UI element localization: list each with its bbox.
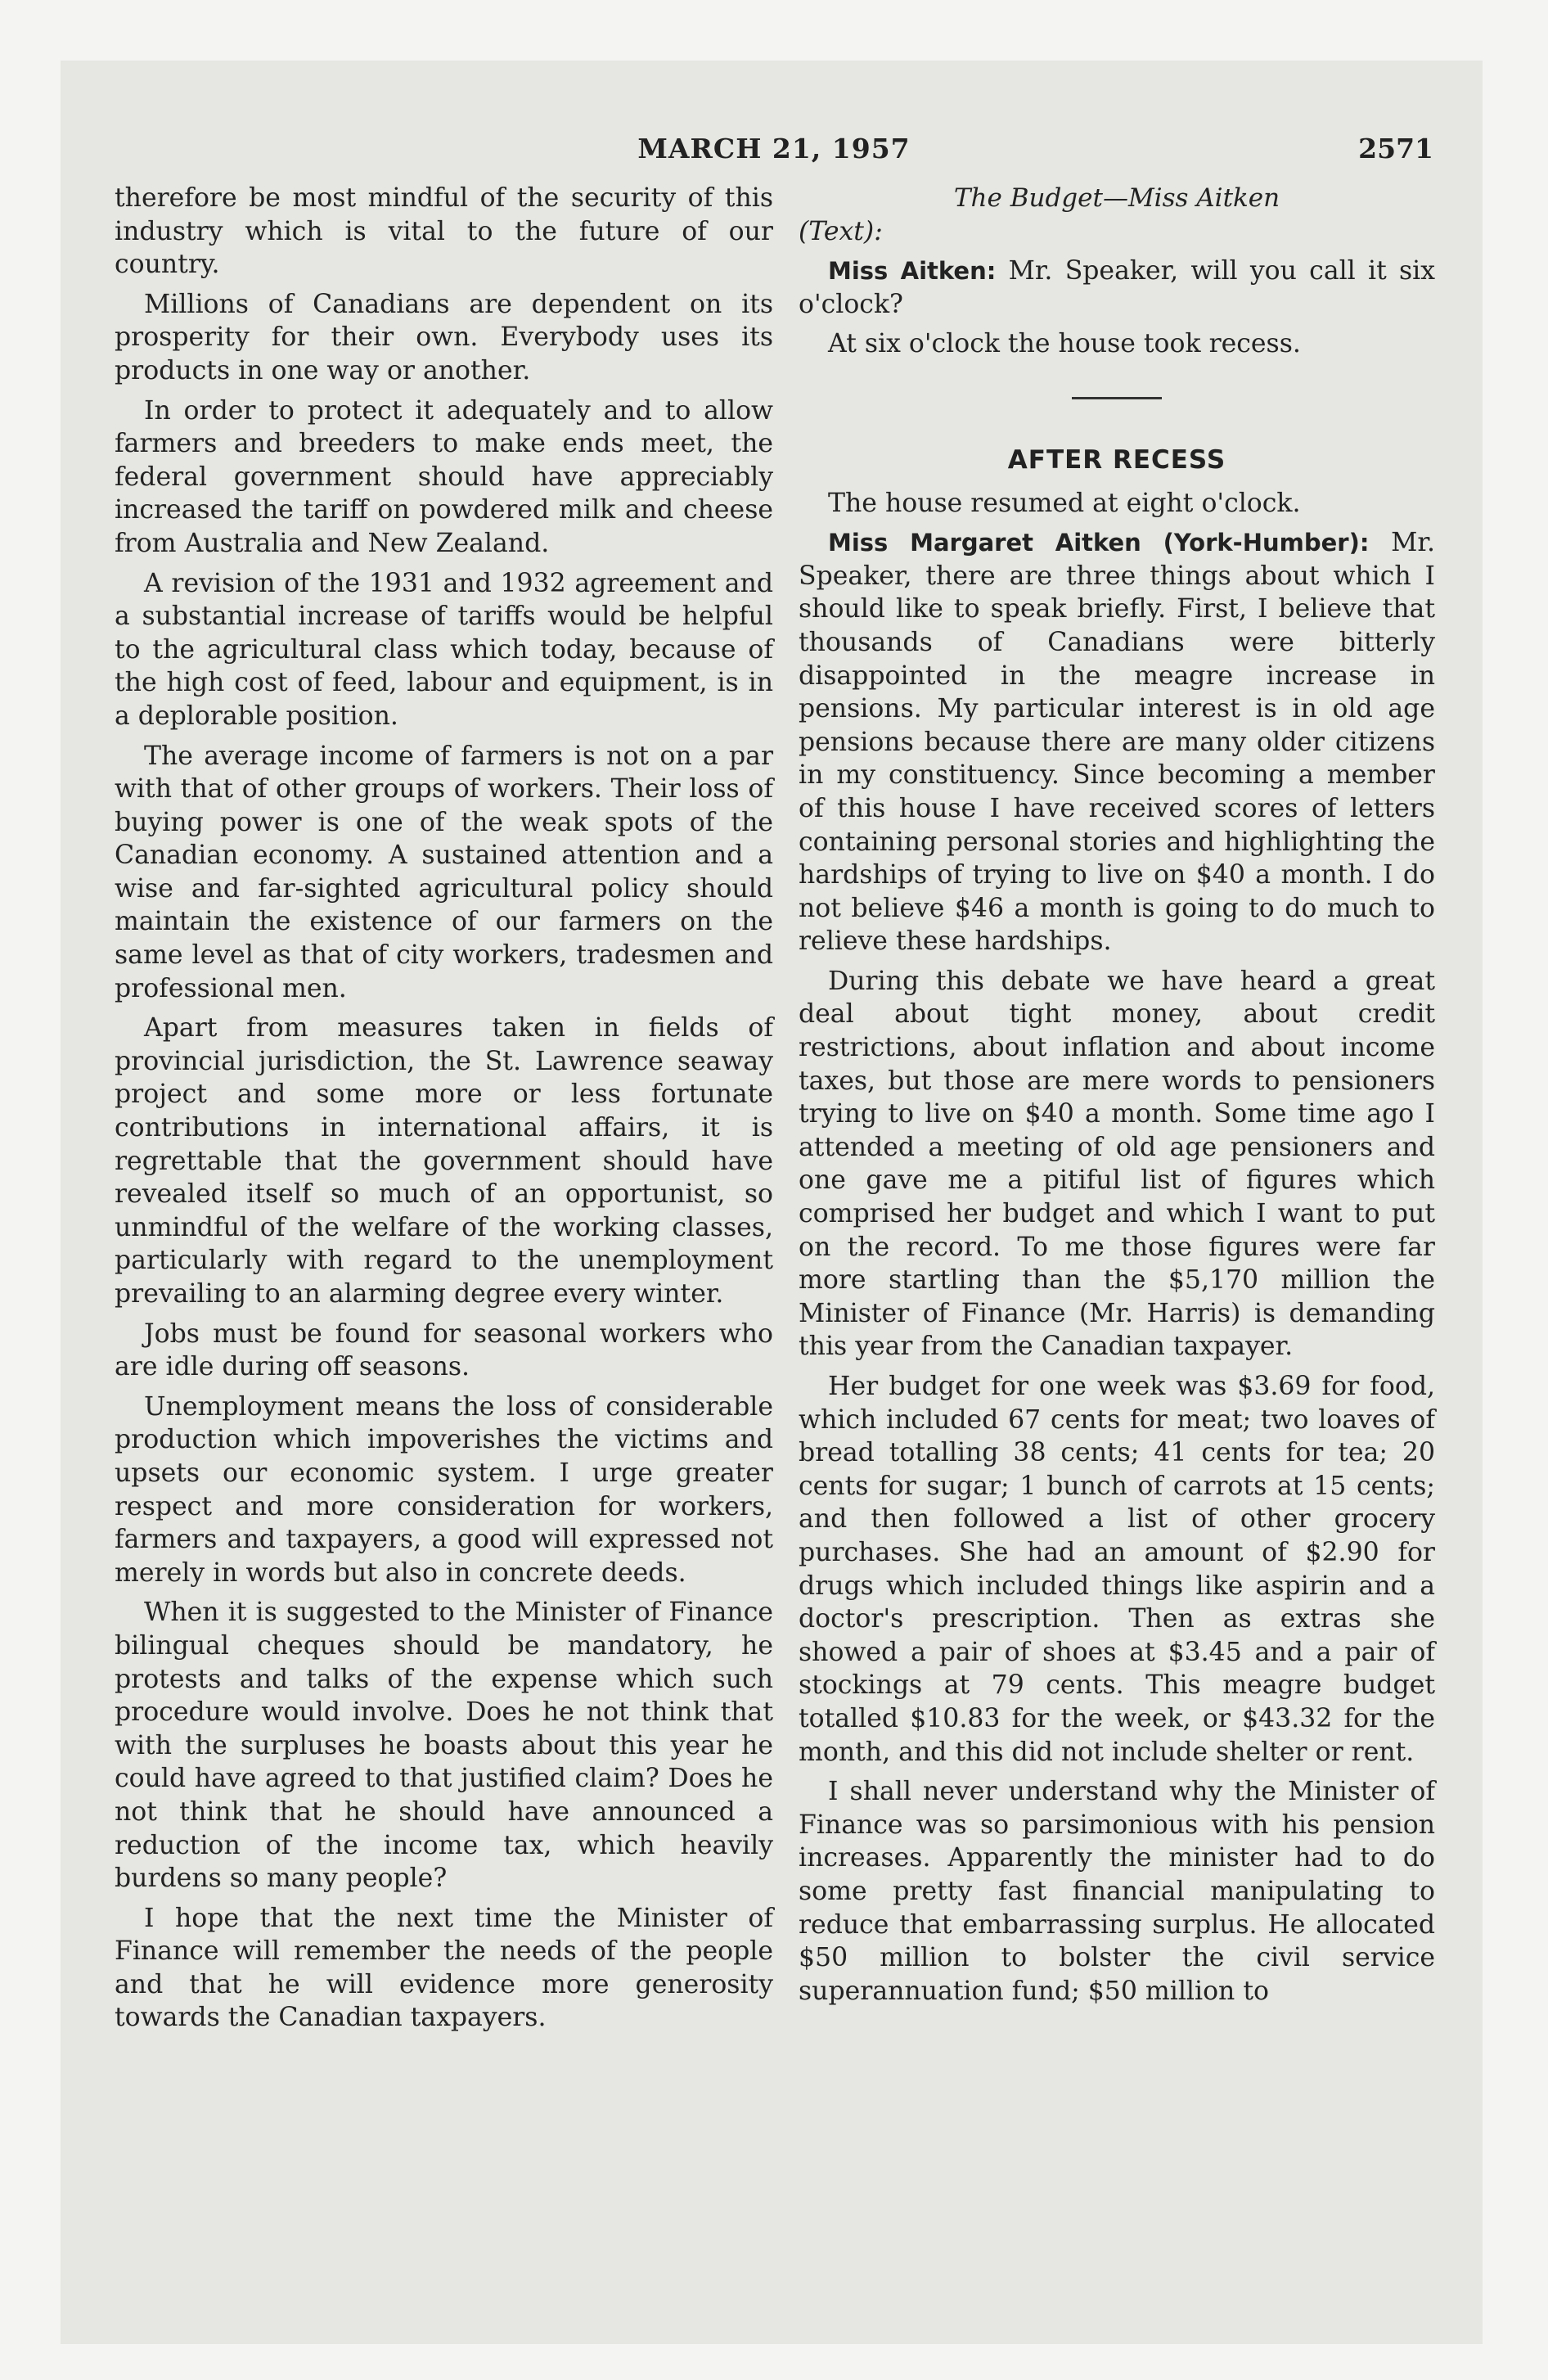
speaker-name: Miss Margaret Aitken (York-Humber): xyxy=(828,529,1370,557)
header-date: MARCH 21, 1957 xyxy=(637,133,911,165)
right-column xyxy=(799,182,1435,2014)
exchange-paragraph xyxy=(799,255,1435,321)
paragraph: In order to protect it adequately and to allow farmers and breeders to make ends meet, the federal government should have appreciably increased the tariff on powdered milk and cheese from Australia and New Zealand. xyxy=(115,395,773,558)
section-heading: AFTER RECESS xyxy=(1007,444,1226,475)
paragraph: During this debate we have heard a great deal about tight money, about credit restrictions, about inflation and about income taxes, but those are mere words to pensioners trying to live on $40 a month. Some time ago I attended a meeting of old age pensioners and one gave me a pitiful list of figures which comprised her budget and which I want to put on the record. To me those figures were far more startling than the $5,170 million the Minister of Finance (Mr. Harris) is demanding this year from the Canadian taxpayer. xyxy=(799,966,1435,1362)
paragraph: Millions of Canadians are dependent on its prosperity for their own. Everybody uses its products in one way or another. xyxy=(115,289,773,385)
exchange-text: Mr. Speaker, will you call it six o'clock? xyxy=(799,256,1435,319)
running-subtitle: The Budget—Miss Aitken xyxy=(953,183,1280,213)
paragraph: A revision of the 1931 and 1932 agreement and a substantial increase of tariffs would be helpful to the agricultural class which today, because of the high cost of feed, labour and equipment, is in a deplorable position. xyxy=(115,568,773,731)
speaker-name: Miss Aitken: xyxy=(828,257,997,286)
resumed-note: The house resumed at eight o'clock. xyxy=(828,488,1301,518)
page-number: 2571 xyxy=(1358,133,1433,165)
recess-note: At six o'clock the house took recess. xyxy=(828,329,1301,359)
text-tag: (Text): xyxy=(799,216,883,246)
paragraph: Jobs must be found for seasonal workers who are idle during off seasons. xyxy=(115,1318,773,1382)
paragraph: The average income of farmers is not on a par with that of other groups of workers. Their loss of buying power is one of the weak spots of the Canadian economy. A sustained attention and a wise and far-sighted agricultural policy should maintain the existence of our farmers on the same level as that of city workers, tradesmen and professional men. xyxy=(115,741,773,1003)
paragraph: Apart from measures taken in fields of provincial jurisdiction, the St. Lawrence seaway project and some more or less fortunate contributions in international affairs, it is regrettable that the government should have revealed itself so much of an opportunist, so unmindful of the welfare of the working classes, particularly with regard to the unemployment prevailing to an alarming degree every winter. xyxy=(115,1013,773,1309)
paragraph: Her budget for one week was $3.69 for food, which included 67 cents for meat; two loaves of bread totalling 38 cents; 41 cents for tea; 20 cents for sugar; 1 bunch of carrots at 15 cents; and then followed a list of other grocery purchases. She had an amount of $2.90 for drugs which included things like aspirin and a doctor's prescription. Then as extras she showed a pair of shoes at $3.45 and a pair of stockings at 79 cents. This meagre budget totalled $10.83 for the week, or $43.32 for the month, and this did not include shelter or rent. xyxy=(799,1372,1435,1767)
page-header xyxy=(115,133,1433,174)
speech-text: Mr. Speaker, there are three things about which I should like to speak briefly. First, I believe that thousands of Canadians were bitterly disappointed in the meagre increase in pensions. My particular interest is in old age pensions because there are many older citizens in my constituency. Since becoming a member of this house I have received scores of letters containing personal stories and highlighting the hardships of trying to live on $40 a month. I do not believe $46 a month is going to do much to relieve these hardships. xyxy=(799,528,1435,957)
paragraph: therefore be most mindful of the security of this industry which is vital to the future of our country. xyxy=(115,183,773,280)
paragraph: I hope that the next time the Minister of Finance will remember the needs of the people and that he will evidence more generosity towards the Canadian taxpayers. xyxy=(115,1903,773,2033)
paragraph: Unemployment means the loss of considerable production which impoverishes the victims and upsets our economic system. I urge greater respect and more consideration for workers, farmers and taxpayers, a good will expressed not merely in words but also in concrete deeds. xyxy=(115,1391,773,1588)
speech-opening xyxy=(799,526,1435,958)
paragraph: I shall never understand why the Minister of Finance was so parsimonious with his pension increases. Apparently the minister had to do some pretty fast financial manipulating to reduce that embarrassing surplus. He allocated $50 million to bolster the civil service superannuation fund; $50 million to xyxy=(799,1777,1435,2006)
left-column xyxy=(115,182,773,2041)
paragraph: When it is suggested to the Minister of Finance bilingual cheques should be mandatory, he protests and talks of the expense which such procedure would involve. Does he not think that with the surpluses he boasts about this year he could have agreed to that justified claim? Does he not think that he should have announced a reduction of the income tax, which heavily burdens so many people? xyxy=(115,1598,773,1894)
section-divider xyxy=(1072,397,1162,399)
